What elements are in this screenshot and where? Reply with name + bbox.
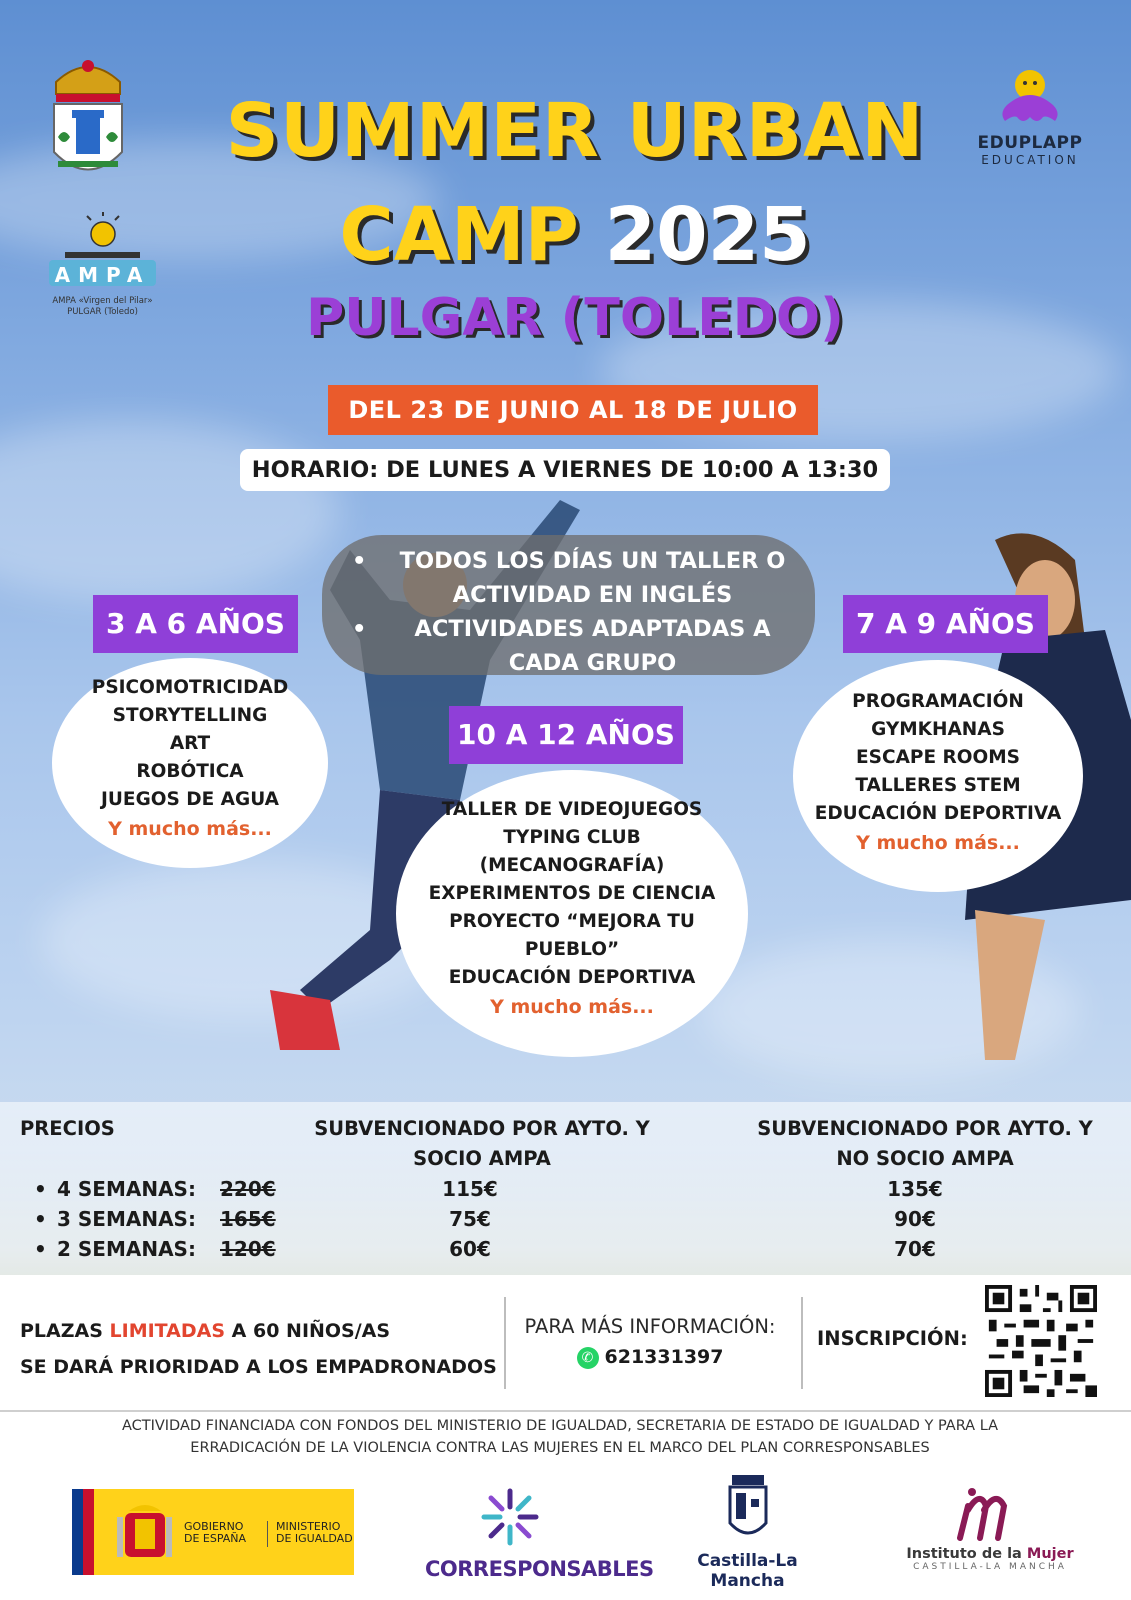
title-location: PULGAR (TOLEDO) <box>306 288 844 348</box>
title-line-1: SUMMER URBAN <box>225 88 925 174</box>
bullet: • <box>34 1237 47 1261</box>
activity-item: ROBÓTICA <box>136 761 244 782</box>
instituto-mujer-sub: CASTILLA-LA MANCHA <box>913 1562 1067 1572</box>
activity-item: PUEBLO” <box>524 939 620 960</box>
gobierno-text <box>184 1521 246 1545</box>
activity-item: GYMKHANAS <box>871 719 1005 740</box>
price-row <box>30 1174 1110 1204</box>
activity-item: (MECANOGRAFÍA) <box>479 855 665 876</box>
highlights-list <box>322 535 815 680</box>
price-socio: 115€ <box>442 1177 498 1201</box>
spain-flag-strip <box>72 1489 94 1575</box>
castilla-la-mancha-shield-icon <box>726 1475 770 1543</box>
contact-info <box>515 1315 785 1369</box>
activities-circle-3-6 <box>52 658 328 868</box>
activity-item: PROYECTO “MEJORA TU <box>449 911 695 932</box>
plazas-text: PLAZAS <box>20 1320 110 1342</box>
prices-section <box>0 1102 1131 1275</box>
divider <box>504 1297 506 1389</box>
price-row-label: 4 SEMANAS: <box>57 1177 196 1201</box>
price-no-socio: 90€ <box>894 1207 936 1231</box>
price-col-header-line: SUBVENCIONADO POR AYTO. Y <box>314 1117 650 1140</box>
bullet: • <box>34 1207 47 1231</box>
bullet: • <box>34 1177 47 1201</box>
activity-item: ART <box>169 733 211 754</box>
price-row <box>30 1234 1110 1264</box>
spain-coat-of-arms-icon <box>117 1501 172 1563</box>
highlight-item: • TODOS LOS DÍAS UN TALLER O ACTIVIDAD EN INGLÉS <box>352 544 805 612</box>
eduplapp-logo <box>955 65 1105 175</box>
gobierno-line: GOBIERNO <box>184 1520 244 1533</box>
gobierno-line: DE ESPAÑA <box>184 1532 247 1545</box>
schedule-banner: HORARIO: DE LUNES A VIERNES DE 10:00 A 13:30 <box>240 449 890 491</box>
corresponsables-icon <box>478 1485 542 1549</box>
eduplapp-name: EDUPLAPP <box>977 133 1083 153</box>
plazas-info <box>20 1313 497 1385</box>
whatsapp-icon: ✆ <box>577 1347 599 1369</box>
funding-text: ACTIVIDAD FINANCIADA CON FONDOS DEL MINISTERIO DE IGUALDAD, SECRETARIA DE ESTADO DE IGUALDAD Y PARA LA ERRADICACIÓN DE LA VIOLENCIA CONTRA LAS MUJERES EN EL MARCO DEL PLAN CORRESPONSABLES <box>121 1418 999 1456</box>
castilla-la-mancha-logo <box>660 1475 835 1591</box>
price-row-label: 2 SEMANAS: <box>57 1237 196 1261</box>
ministerio-line: DE IGUALDAD <box>276 1532 353 1545</box>
age-label-10-12: 10 A 12 AÑOS <box>449 706 683 764</box>
title-camp: CAMP <box>339 192 579 278</box>
price-socio: 75€ <box>449 1207 491 1231</box>
price-row <box>30 1204 1110 1234</box>
funding-section <box>0 1410 1131 1600</box>
price-col-header-line: SOCIO AMPA <box>413 1147 551 1170</box>
prioridad-line: SE DARÁ PRIORIDAD A LOS EMPADRONADOS <box>20 1356 497 1378</box>
contact-heading: PARA MÁS INFORMACIÓN: <box>524 1315 776 1338</box>
info-band <box>0 1275 1131 1410</box>
highlight-item: • ACTIVIDADES ADAPTADAS A CADA GRUPO <box>352 612 805 680</box>
title-year: 2025 <box>604 192 811 278</box>
activity-item: ESCAPE ROOMS <box>856 747 1020 768</box>
activity-item: STORYTELLING <box>112 705 268 726</box>
activities-circle-7-9 <box>793 660 1083 892</box>
instituto-name-part: Instituto de la <box>906 1546 1027 1562</box>
title-line-2 <box>200 192 950 278</box>
age-label-3-6: 3 A 6 AÑOS <box>93 595 298 653</box>
price-no-socio: 70€ <box>894 1237 936 1261</box>
plazas-limitadas: LIMITADAS <box>109 1320 226 1342</box>
price-col-nosocio-header <box>725 1114 1125 1174</box>
activity-item: PSICOMOTRICIDAD <box>91 677 289 698</box>
inscripcion-label: INSCRIPCIÓN: <box>817 1327 968 1350</box>
more-text: Y mucho más... <box>856 832 1020 854</box>
price-col-socio-header <box>282 1114 682 1174</box>
ampa-caption-line: AMPA «Virgen del Pilar» <box>52 296 153 306</box>
activity-item: EXPERIMENTOS DE CIENCIA <box>428 883 716 904</box>
prices-heading: PRECIOS <box>20 1117 115 1140</box>
instituto-mujer-name <box>895 1546 1085 1562</box>
instituto-mujer-icon <box>950 1480 1030 1542</box>
municipal-crest-logo <box>48 52 128 187</box>
ministerio-text <box>267 1521 353 1547</box>
activity-item: PROGRAMACIÓN <box>852 691 1024 712</box>
more-text: Y mucho más... <box>108 818 272 840</box>
price-row-label: 3 SEMANAS: <box>57 1207 196 1231</box>
highlights-bubble <box>322 535 815 675</box>
activity-item: TALLER DE VIDEOJUEGOS <box>441 799 703 820</box>
activity-item: EDUCACIÓN DEPORTIVA <box>448 967 696 988</box>
activity-item: EDUCACIÓN DEPORTIVA <box>814 803 1062 824</box>
castilla-la-mancha-name: Castilla-La Mancha <box>697 1551 798 1591</box>
plazas-line <box>20 1313 497 1349</box>
corresponsables-name: CORRESPONSABLES <box>425 1557 654 1581</box>
price-original: 220€ <box>220 1177 276 1201</box>
instituto-mujer-logo <box>895 1480 1085 1572</box>
price-no-socio: 135€ <box>887 1177 943 1201</box>
ampa-caption <box>45 296 160 318</box>
activity-item: TALLERES STEM <box>855 775 1021 796</box>
activity-item: TYPING CLUB <box>503 827 641 848</box>
price-col-header-line: SUBVENCIONADO POR AYTO. Y <box>757 1117 1093 1140</box>
ampa-logo <box>45 212 160 332</box>
activity-item: JUEGOS DE AGUA <box>101 789 279 810</box>
ministerio-line: MINISTERIO <box>276 1520 341 1533</box>
divider <box>801 1297 803 1389</box>
price-original: 165€ <box>220 1207 276 1231</box>
price-col-header-line: NO SOCIO AMPA <box>836 1147 1014 1170</box>
price-original: 120€ <box>220 1237 276 1261</box>
qr-code[interactable] <box>985 1285 1097 1397</box>
ampa-brand: AMPA <box>54 263 151 287</box>
plazas-text: A 60 NIÑOS/AS <box>225 1320 391 1342</box>
corresponsables-logo <box>425 1485 654 1581</box>
eduplapp-sub: EDUCATION <box>981 153 1079 167</box>
price-socio: 60€ <box>449 1237 491 1261</box>
age-label-7-9: 7 A 9 AÑOS <box>843 595 1048 653</box>
instituto-name-mujer: Mujer <box>1026 1546 1074 1562</box>
dates-banner: DEL 23 DE JUNIO AL 18 DE JULIO <box>328 385 818 435</box>
more-text: Y mucho más... <box>490 996 654 1018</box>
phone-text: 621331397 <box>604 1346 724 1368</box>
gobierno-espana-logo <box>72 1489 354 1575</box>
activities-circle-10-12 <box>396 770 748 1057</box>
phone-number[interactable] <box>515 1346 785 1369</box>
ampa-caption-line: PULGAR (Toledo) <box>67 307 138 317</box>
